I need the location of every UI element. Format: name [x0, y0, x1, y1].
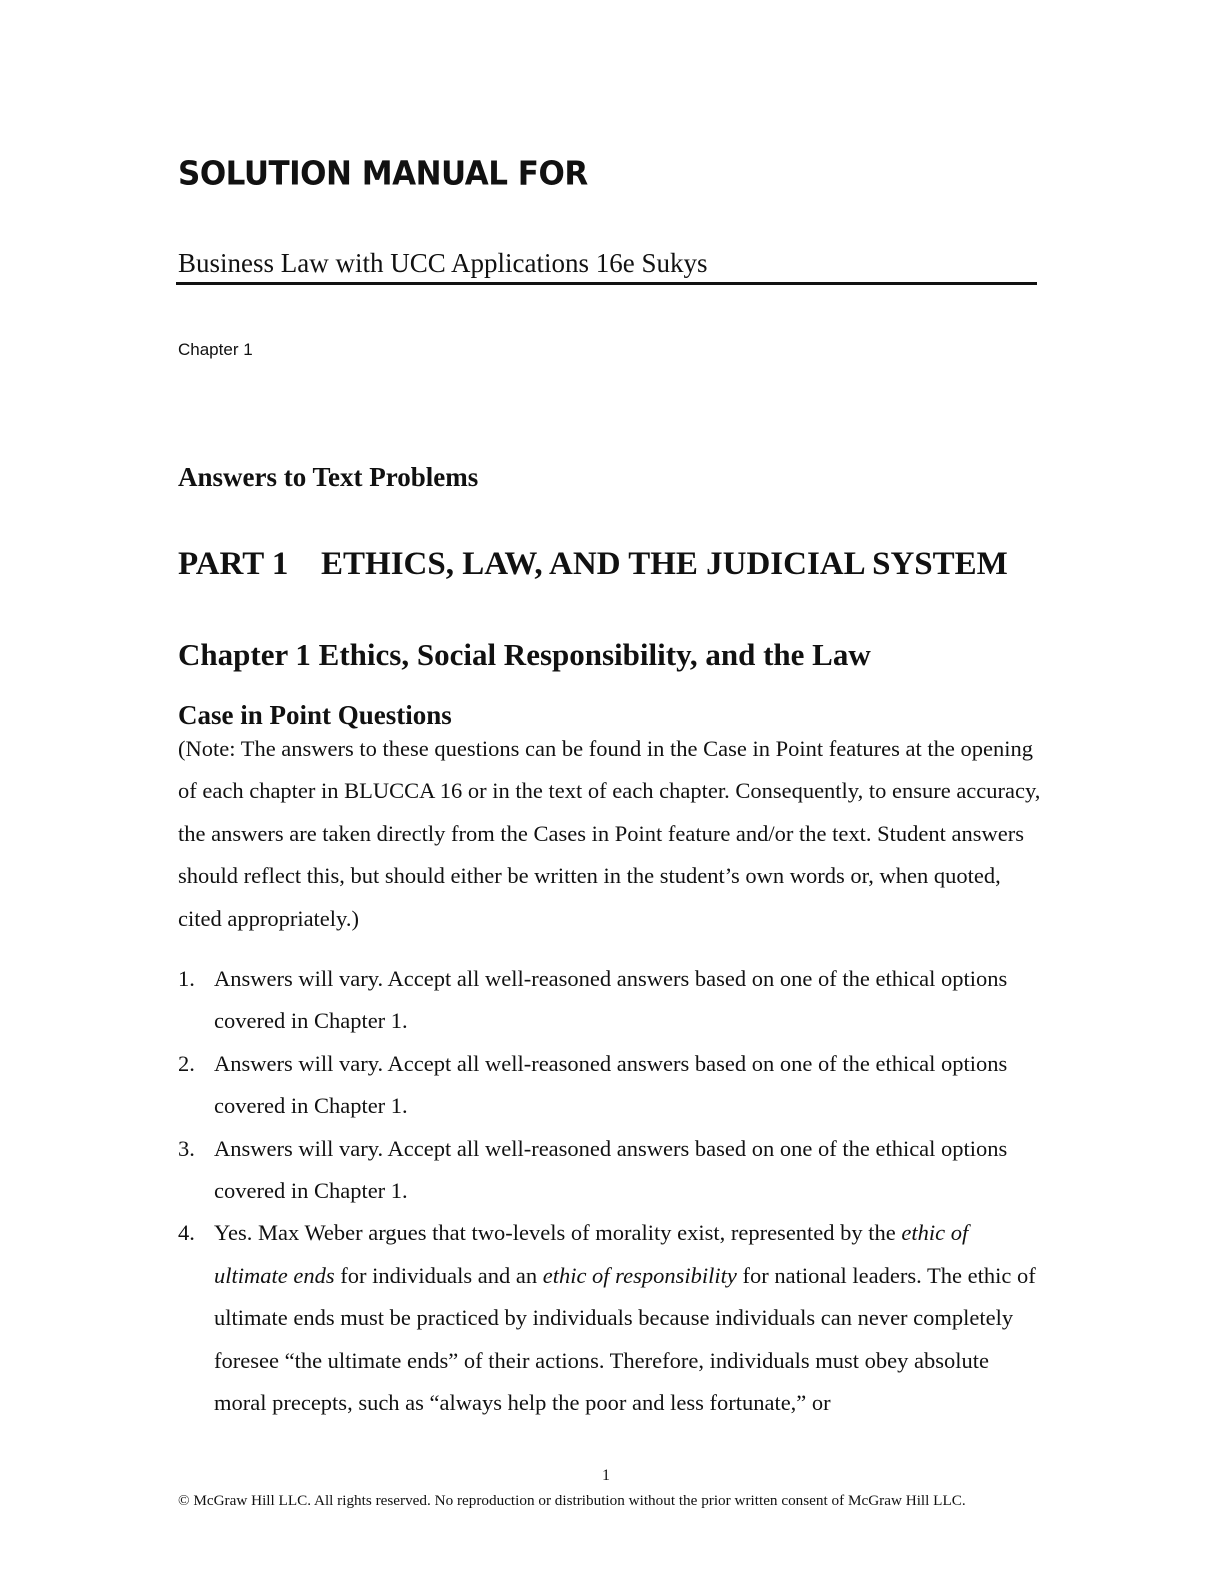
answer-number: 1. — [178, 966, 195, 991]
italic-term: ethic of responsibility — [542, 1262, 737, 1288]
part-heading — [178, 546, 1008, 583]
answer-text-part: for individuals and an — [334, 1262, 543, 1288]
answer-number: 3. — [178, 1135, 195, 1161]
answer-text: Answers will vary. Accept all well-reasoned answers based on one of the ethical options covered in Chapter 1. — [214, 966, 1008, 1034]
case-in-point-heading: Case in Point Questions — [178, 700, 452, 730]
answer-number: 2. — [178, 1050, 195, 1076]
answer-number: 4. — [178, 1220, 195, 1246]
copyright-notice: © McGraw Hill LLC. All rights reserved. No reproduction or distribution without the prior written consent of McGraw Hill LLC. — [178, 1492, 966, 1509]
chapter-label: Chapter 1 — [178, 340, 253, 359]
answer-text — [214, 1220, 1036, 1415]
answer-text-part: Yes. Max Weber argues that two-levels of morality exist, represented by the — [214, 1220, 902, 1246]
page-number: 1 — [602, 1467, 610, 1484]
answer-item — [178, 958, 1043, 1043]
answer-text-part: for national leaders. The ethic of ultimate ends must be practiced by individuals because individuals can never completely foresee “the ultimate ends” of their actions. Therefore, individuals must obey absolute moral precepts, such as “always help the poor and less fortunate,” or — [214, 1262, 1036, 1416]
answer-item — [178, 1043, 1043, 1128]
answers-list — [178, 958, 1043, 1424]
book-title: Business Law with UCC Applications 16e Sukys — [178, 248, 708, 278]
part-number: PART 1 — [178, 546, 289, 582]
manual-title: SOLUTION MANUAL FOR — [178, 155, 588, 193]
answers-heading: Answers to Text Problems — [178, 462, 479, 492]
note-paragraph: (Note: The answers to these questions can be found in the Case in Point features at the opening of each chapter in BLUCCA 16 or in the text of each chapter. Consequently, to ensure accuracy, the answers are taken directly from the Cases in Point feature and/or the text. Student answers should reflect this, but should either be written in the student’s own words or, when quoted, cited appropriately.) — [178, 736, 1041, 931]
answer-text: Answers will vary. Accept all well-reasoned answers based on one of the ethical options covered in Chapter 1. — [214, 1050, 1008, 1119]
chapter-heading: Chapter 1 Ethics, Social Responsibility, and the Law — [178, 637, 871, 672]
part-title: ETHICS, LAW, AND THE JUDICIAL SYSTEM — [321, 546, 1008, 582]
answer-item — [178, 1212, 1043, 1424]
title-underline-rule — [176, 282, 1037, 285]
italic-term: ethic of ultimate ends — [214, 1220, 969, 1288]
answer-text: Answers will vary. Accept all well-reasoned answers based on one of the ethical options covered in Chapter 1. — [214, 1135, 1008, 1204]
answer-item — [178, 1128, 1043, 1213]
